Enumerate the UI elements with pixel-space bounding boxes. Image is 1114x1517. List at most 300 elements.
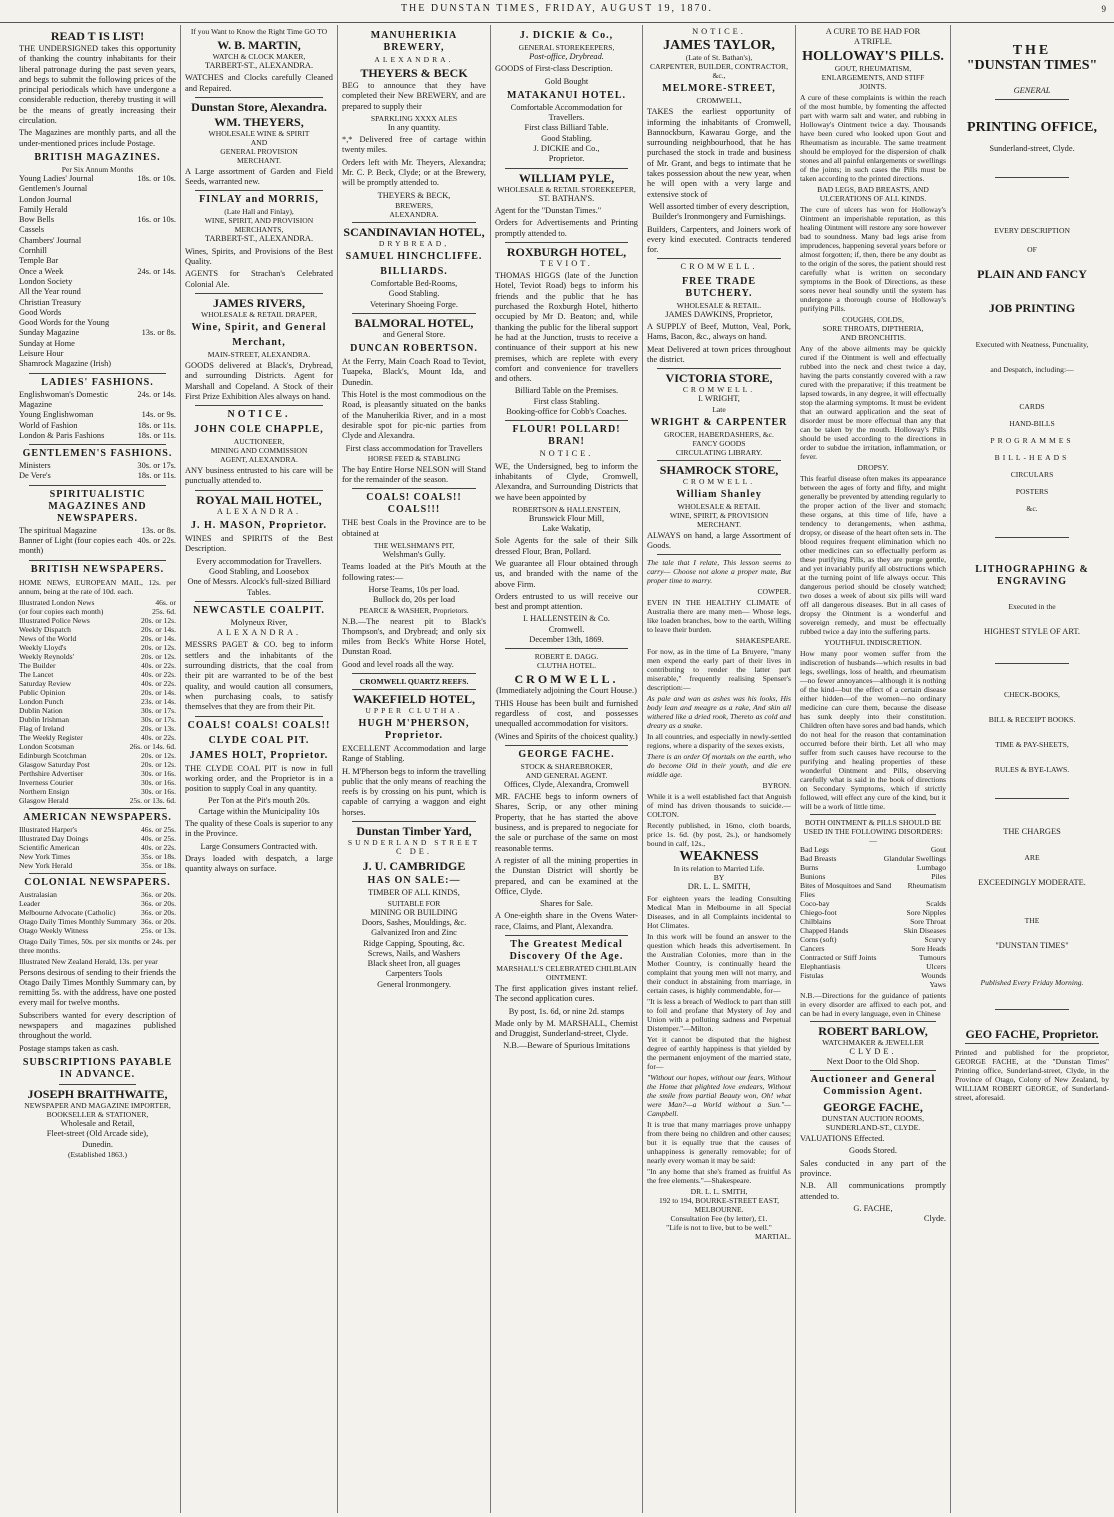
item-name: Shamrock Magazine (Irish) [19,359,112,369]
advert-line: Comfortable Bed-Rooms, [370,278,458,288]
divider [352,673,476,674]
advert-line: Veterinary Shoeing Forge. [370,299,458,309]
divider [29,373,166,374]
item-name: De Vere's [19,471,51,481]
advert-line: Executed in the [1008,601,1056,611]
advert-line: CROMWELL. [682,385,756,395]
advert-body: *,* Delivered free of cartage within twenty miles. [342,135,486,155]
advert-line: THE [1024,916,1040,926]
item-price: 40s. or 22s. [137,535,176,545]
divider [505,648,628,649]
advert-title: CROMWELL QUARTZ REEFS. [359,676,469,686]
item-name: New York Times [19,851,71,861]
list-item [19,769,176,778]
american-newspapers-list [19,825,176,870]
list-item [19,852,176,861]
advert-line: CROMWELL, [696,96,742,106]
british-newspapers-list [19,598,176,805]
advert-line: Goods Stored. [849,1146,897,1156]
subheading: AND BRONCHITIS. [840,332,906,342]
advertiser-name: W. B. MARTIN, [217,38,301,52]
advertiser-name: CLYDE COAL PIT. [208,734,310,746]
body-text: Recently published, in 16mo, cloth boards, price 1s. 6d. (by post, 2s.), or handsomely bound in calf, 12s., [647,821,791,849]
list-item [19,679,176,688]
item-price: 24s. or 14s. [137,389,176,399]
advert-line: "DUNSTAN TIMES" [995,941,1069,951]
service-item: PROGRAMMES [990,435,1074,445]
advertiser-name: WM. THEYERS, [214,114,304,129]
list-item [800,845,946,854]
item-price: Gout [930,844,946,854]
item-price: 36s. or 20s. [140,907,176,917]
list-item [19,787,176,796]
verse: "Without our hopes, without our fears, Without the Home that plighted love endears, Without the smile from partial Beauty won, Oh! what were Man?—a World without a Sun."—Campbell. [647,1073,791,1119]
body-text: In all countries, and especially in newly-settled regions, where a disparity of the sexes exists, [647,732,791,751]
item-name: London Journal [19,194,72,204]
advert-line: I. WRIGHT, [698,394,740,404]
item-name: Christian Treasury [19,297,82,307]
advert-line: Booking-office for Cobb's Coaches. [506,407,627,417]
advert-line: LITHOGRAPHING & ENGRAVING [975,563,1089,587]
item-name: Chiego-foot [800,907,837,917]
body-text: Subscribers wanted for every description of newspapers and magazines published throughout the world. [19,1010,176,1041]
advert-line: UPPER CLUTHA. [365,705,463,715]
item-name: London & Paris Fashions [19,430,105,440]
printing-title: PRINTING OFFICE, [967,120,1097,136]
advert-line: MERCHANT. [237,155,281,165]
section-heading: SPIRITUALISTIC MAGAZINES AND NEWSPAPERS. [48,488,147,524]
advert-line: WATCHMAKER & JEWELLER [822,1037,924,1047]
list-item [19,751,176,760]
item-price: 23s. or 14s. [140,696,176,706]
item-price: 20s. or 14s. [140,624,176,634]
section-heading: SUBSCRIPTIONS PAYABLE IN ADVANCE. [22,1056,173,1080]
list-item [19,287,176,297]
advert-line: CARPENTER, BUILDER, CONTRACTOR, &c., [649,62,789,81]
item-name: Glasgow Saturday Post [19,759,90,769]
advert-line: J. H. MASON, Proprietor. [191,520,327,532]
service-item: TIME & PAY-SHEETS, [995,739,1069,749]
advert-body: The bay Entire Horse NELSON will Stand for the remainder of the season. [342,464,486,485]
advert-line: Shares for Sale. [540,899,593,909]
advert-body: We guarantee all Flour obtained through us, and branded with the name of the above Firm. [495,558,638,589]
advert-line: THE WELSHMAN'S PIT, [373,541,455,551]
advert-body: N.B. All communications promptly attended to. [800,1181,946,1201]
list-item [19,225,176,235]
item-name: London Scotsman [19,741,75,751]
advert-line: Published Every Friday Morning. [980,977,1084,987]
divider [59,1084,136,1085]
list-item [800,926,946,935]
item-name: Bites of Mosquitoes and Sand Flies [800,880,892,899]
advert-line: GROCER, HABERDASHERS, &c. [664,429,774,439]
advert-line: Ridge Capping, Spouting, &c. [363,938,465,948]
list-item [19,778,176,787]
subheading: SORE THROATS, DIPTHERIA, [822,323,924,333]
advert-line: AUCTIONEER, [233,437,285,447]
list-item [19,733,176,742]
advert-line: Welshman's Gully. [382,550,446,560]
advertiser-name: ROYAL MAIL HOTEL, [196,492,322,507]
column-5 [644,27,794,1513]
advert-body: Made only by M. MARSHALL, Chemist and Druggist, Sunderland-street, Clyde. [495,1018,638,1039]
attribution: SHAKESPEARE. [735,636,791,646]
intro-text: THE UNDERSIGNED takes this opportunity of thanking the country inhabitants for their liberal patronage during the past seven years, and begs to submit the following prices of the principal periodicals which have undergone a considerable reduction, thereby trusting it will be the means of greatly increasing their circulation. [19,44,176,126]
divider [995,663,1069,664]
advertiser-name: Dunstan Timber Yard, [356,824,472,839]
item-price: 24s. or 14s. [137,266,176,276]
divider [195,97,323,98]
item-price: 40s. or 22s. [140,678,176,688]
item-name: London Punch [19,696,64,706]
divider [352,488,476,489]
list-item [19,318,176,328]
advert-line: C DE. [396,847,432,857]
list-item [19,390,176,411]
advert-line: AND [250,137,268,147]
advert-line: Cromwell. [548,624,585,634]
list-item [19,236,176,246]
advert-line: In its relation to Married Life. [673,864,765,874]
item-price: 13s. or 8s. [141,525,176,535]
list-item [19,598,176,607]
item-price: 16s. or 10s. [137,215,176,225]
list-item [19,724,176,733]
advert-line: GENERAL STOREKEEPERS, [518,43,615,52]
list-item [19,184,176,194]
body-text: For now, as in the time of La Bruyere, "many men expend the early part of their lives in contributing to render the latter part miserable," frequently realising Spenser's description:— [647,647,791,693]
advert-line: Clyde. [923,1214,946,1224]
list-item [19,431,176,441]
advert-line: A TRIFLE. [853,37,892,47]
column-2 [182,27,336,1513]
advert-body: MR. FACHE begs to inform owners of Shares, Scrip, or any other mining Property, that he has started the above business, and is prepared to negociate for the sale or purchase of the same on most reasonable terms. [495,792,638,853]
advertiser-name: SCANDINAVIAN HOTEL, [343,224,485,239]
divider [195,490,323,491]
item-price: 30s. or 16s. [140,768,176,778]
item-price: 40s. or 25s. [140,833,176,843]
attribution: COWPER. [757,587,791,597]
divider [29,560,166,561]
advert-body: Good and level roads all the way. [342,659,454,669]
section-heading: LADIES' FASHIONS. [41,376,154,388]
item-price: 20s. or 14s. [140,687,176,697]
item-name: Edinburgh Scotchman [19,750,87,760]
verse: As pale and wan as ashes was his looks, His body lean and meagre as a rake, And skin all withered like a dried rook, Thereto as cold and dreary as a snake. [647,694,791,731]
notice-heading: NOTICE. [692,27,746,36]
list-item [19,616,176,625]
advert-body: The first application gives instant relief. The second application cures. [495,984,638,1004]
item-name: Chapped Hands [800,925,849,935]
advert-line: Galvanized Iron and Zinc [371,928,457,938]
list-item [19,215,176,225]
divider [995,537,1069,538]
list-item [19,688,176,697]
item-price: Scurvy [924,934,946,944]
divider [657,460,781,461]
item-name: Illustrated Police News [19,615,90,625]
list-item [800,872,946,881]
advert-line: ALEXANDRA. [374,55,454,64]
item-name: Temple Bar [19,256,59,266]
divider [352,689,476,690]
advertiser-name: JAMES RIVERS, [212,295,305,310]
advert-line: One of Messrs. Alcock's full-sized Billiard Tables. [187,577,331,597]
advert-line: Comfortable Accommodation for Travellers. [510,102,623,123]
list-item [800,917,946,926]
list-item [19,661,176,670]
divider [29,444,166,445]
item-name: Sunday Magazine [19,328,80,338]
advert-line: WINE, SPIRIT, & PROVISION [669,510,769,520]
list-item [800,935,946,944]
advert-line: and Despatch, including:— [990,364,1074,374]
item-name: Bad Legs [800,844,829,854]
advert-line: Bullock do, 20s per load [372,595,456,605]
advert-line: WHOLESALE & RETAIL DRAPER, [201,309,317,319]
service-item: CHECK-BOOKS, [1004,689,1060,699]
list-item [19,796,176,805]
advert-line: SAMUEL HINCHCLIFFE. [345,250,483,262]
item-name: Good Words [19,307,62,317]
item-name: Sunday at Home [19,338,75,348]
advert-line: Brunswick Flour Mill, [528,513,605,523]
advert-body: Agent for the "Dunstan Times." [495,205,602,215]
note-text: Otago Daily Times, 50s. per six months or 24s. per three months. [19,936,176,955]
divider [965,1043,1099,1044]
item-name: The Weekly Register [19,732,83,742]
divider [505,242,628,243]
subheading: DROPSY. [857,462,889,472]
item-price: 40s. or 22s. [140,732,176,742]
advert-line: TARBERT-ST., ALEXANDRA. [204,61,314,70]
divider [995,798,1069,799]
list-item [19,706,176,715]
advert-line: In any quantity. [387,122,441,132]
advert-line: Sunderland-street, Clyde. [989,144,1075,154]
advert-line: CROMWELL. [682,476,756,486]
item-price: 18s. or 11s. [137,430,176,440]
list-heading: READ T IS LIST! [50,29,145,43]
service-item: CARDS [1019,401,1045,411]
item-name: Melbourne Advocate (Catholic) [19,907,116,917]
divider [505,168,628,169]
list-item [19,625,176,634]
advert-line: SPARKLING XXXX ALES [370,113,458,123]
advert-line: First class Billiard Table. [524,123,609,133]
advert-body: N.B.—The nearest pit to Black's Thompson's, and Drybread; and only six miles from Beck's White Horse Hotel, Dunstan Road. [342,616,486,657]
advertiser-name: JOHN COLE CHAPPLE, [194,424,324,436]
item-price: 20s. or 12s. [140,615,176,625]
item-name: Corns (soft) [800,934,837,944]
item-name: Bow Bells [19,215,55,225]
advert-body: Wines, Spirits, and Provisions of the Best Quality. [185,246,333,267]
advert-line: Dunedin. [82,1139,113,1149]
advert-line: Wine, Spirit, and General [191,321,327,333]
advertiser-name: FREE TRADE BUTCHERY. [682,275,756,299]
advert-line: Executed with Neatness, Punctuality, [975,339,1089,349]
item-name: Australasian [19,889,57,899]
advert-title: Auctioneer and General Commission Agent. [810,1074,936,1098]
advertiser-name: CROMWELL. [514,672,619,687]
item-name: Glasgow Herald [19,795,69,805]
item-name: Banner of Light (four copies each month) [19,535,133,556]
advert-line: MELBOURNE. [694,1205,744,1215]
advertiser-name: SHAMROCK STORE, [659,462,779,477]
item-price: 30s. or 16s. [140,777,176,787]
advertiser-name: GEORGE FACHE. [518,748,615,760]
divider [29,808,166,809]
advert-line: SUITABLE FOR [387,898,441,908]
item-price: 30s. or 17s. [140,714,176,724]
body-text: It is true that many marriages prove unhappy from there being no children and other causes; but it is equally true that the causes of unhappiness is generally removable; for of nearly every woman it may be said: [647,1120,791,1166]
advert-line: J. U. CAMBRIDGE [362,859,466,874]
advert-line: Offices, Clyde, Alexandra, Cromwell [504,779,629,789]
item-price: 35s. or 18s. [140,851,176,861]
advert-line: Large Consumers Contracted with. [200,841,318,851]
item-name: Ministers [19,461,51,471]
item-price: Sore Throat [910,916,946,926]
item-price: 40s. or 22s. [140,842,176,852]
divider [995,1009,1069,1010]
advert-body: WE, the Undersigned, beg to inform the inhabitants of Clyde, Cromwell, Alexandra, and Surrounding Districts that we have been appointed by [495,461,638,502]
advert-line: TARBERT-ST., ALEXANDRA. [204,234,314,244]
list-item [19,899,176,908]
advert-body: WATCHES and Clocks carefully Cleaned and Repaired. [185,73,333,93]
item-price: 46s. or [155,597,176,607]
divider [657,554,781,555]
item-price: 40s. or 22s. [140,669,176,679]
item-name: Chambers' Journal [19,235,82,245]
advert-line: By post, 1s. 6d, or nine 2d. stamps [508,1006,625,1016]
item-price: Ulcers [926,961,946,971]
advert-body: A One-eighth share in the Ovens Water-race, Claims, and Plant, Alexandra. [495,911,638,931]
item-price: 30s. or 17s. [137,461,176,471]
advert-title: COALS! COALS! COALS!! [187,719,331,731]
body-text: "In any home that she's framed as fruitful As the free elements."—Shakespeare. [647,1167,791,1186]
column-rule [337,25,338,1513]
advert-line: DR. L. L. SMITH, [687,882,751,892]
advertiser-name: JAMES TAYLOR, [663,38,775,54]
advert-title: MATAKANUI HOTEL. [507,89,626,101]
verse: EVEN IN THE HEALTHY CLIMATE of Australia there are many men— Whose legs, like loaden branches, bow to the earth, Willing to leave their burden. [647,598,791,635]
item-name: Dublin Nation [19,705,63,715]
advert-line: Screws, Nails, and Washers [367,948,461,958]
advert-line: G. FACHE, [853,1203,893,1213]
item-name: Once a Week [19,266,64,276]
divider [657,368,781,369]
service-item: CIRCULARS [1010,469,1054,479]
advert-line: General Ironmongery. [377,979,451,989]
advert-line: WHOLESALE & RETAIL. [676,300,762,310]
advert-line: EVERY DESCRIPTION [994,225,1070,235]
list-item [19,471,176,481]
list-item [19,536,176,557]
advert-body: At the Ferry, Main Coach Road to Teviot, Tuapeka, Black's, Mount Ida, and Dunedin. [342,357,486,387]
list-item [19,890,176,899]
advert-body: A SUPPLY of Beef, Mutton, Veal, Pork, Hams, Bacon, &c., always on hand. [647,322,791,342]
item-name: Otago Weekly Witness [19,925,89,935]
item-name: Elephantiasis [800,961,841,971]
advert-body: Sole Agents for the sale of their Silk dressed Flour, Bran, Pollard. [495,536,638,556]
item-price: 35s. or 18s. [140,860,176,870]
advert-line: JOB PRINTING [988,300,1076,315]
list-item [19,843,176,852]
advert-line: JAMES DAWKINS, Proprietor, [665,309,773,319]
advert-line: JOINTS. [859,81,887,91]
item-name: London Society [19,276,73,286]
attribution: MARTIAL. [754,1232,791,1242]
advert-line: BREWERS, [395,200,433,210]
advert-line: I. HALLENSTEIN & Co. [523,614,610,624]
advert-line: Post-office, Drybread. [529,52,604,61]
column-1 [16,27,179,1513]
list-item [19,926,176,935]
item-price: 36s. or 20s. [140,889,176,899]
advert-line: AND GENERAL AGENT. [525,770,608,780]
list-item [800,854,946,863]
list-item [800,953,946,962]
masthead-text: THE DUNSTAN TIMES, FRIDAY, AUGUST 19, 1870. [400,3,714,14]
advert-body: VALUATIONS Effected. [800,1134,885,1144]
list-item [19,410,176,420]
item-price: Piles [931,871,946,881]
advert-line: ARE [1024,853,1040,863]
divider [352,821,476,822]
advert-line: (Late Hall and Finlay), [224,207,294,217]
item-price: 30s. or 16s. [140,786,176,796]
list-item [19,742,176,751]
section-heading: BRITISH MAGAZINES. [34,151,161,163]
advert-body: Orders for Advertisements and Printing promptly attended to. [495,218,638,238]
service-item: POSTERS [1015,486,1049,496]
item-name: Northern Ensign [19,786,70,796]
ladies-fashions-list [19,390,176,441]
divider [352,222,476,223]
item-name: Englishwoman's Domestic Magazine [19,389,109,409]
intro-text: The Magazines are monthly parts, and all the under-mentioned prices include Postage. [19,128,176,148]
advert-line: DUNCAN ROBERTSON. [350,343,478,355]
item-name: Good Words for the Young [19,318,110,328]
advertiser-name: ROBERT BARLOW, [818,1023,928,1038]
list-item [800,899,946,908]
column-7 [952,27,1112,1513]
item-name: Illustrated London News [19,597,95,607]
advert-line: ALEXANDRA. [216,506,302,516]
advert-line: Molyneux River, [230,617,288,627]
column-6 [797,27,949,1513]
advert-line: DR. L. L. SMITH, [690,1187,748,1197]
advert-line: ALEXANDRA. [389,209,439,219]
advert-line: JAMES HOLT, Proprietor. [189,749,329,761]
item-price: 20s. or 12s. [140,759,176,769]
advertiser-name: NEWCASTLE COALPIT. [193,604,325,616]
advertiser-name: JOSEPH BRAITHWAITE, [27,1086,168,1101]
advert-line: Black sheet Iron, all guages [367,959,461,969]
advert-line: DRYBREAD, [378,238,450,248]
advert-line: STOCK & SHAREBROKER, [520,761,613,771]
divider [195,601,323,602]
item-price: 20s. or 12s. [140,642,176,652]
section-heading: AMERICAN NEWSPAPERS. [23,811,172,823]
item-price: 18s. or 10s. [137,173,176,183]
section-heading: COLONIAL NEWSPAPERS. [24,876,171,888]
list-item [19,421,176,431]
item-price: 25s. or 13s. [140,925,176,935]
advert-line: BILLIARDS. [380,265,448,277]
column-rule [490,25,491,1513]
list-item [19,339,176,349]
